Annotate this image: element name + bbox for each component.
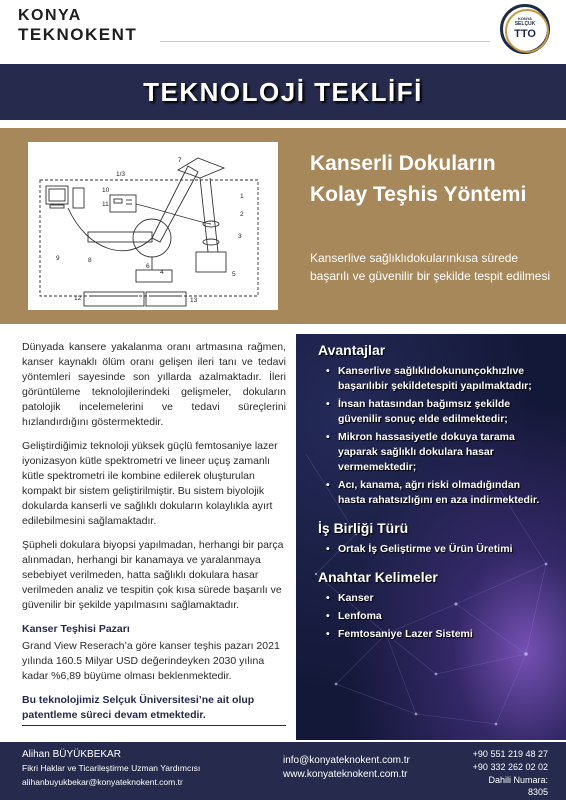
list-item: • İnsan hatasından bağımsız şekilde güvenilir sonuç elde edilmektedir; — [326, 397, 550, 427]
callout-label: 9 — [56, 255, 60, 262]
info-email-link[interactable]: info@konyateknokent.com.tr — [283, 755, 410, 766]
base-plate-right — [146, 292, 186, 306]
logo-teknokent-text: TEKNOKENT — [18, 25, 138, 44]
sheet-label: 1/3 — [116, 171, 126, 178]
keywords-list — [326, 591, 550, 642]
callout-label: 3 — [238, 233, 242, 240]
header-divider — [160, 41, 490, 42]
callout-label: 10 — [102, 187, 110, 194]
callout-label: 12 — [74, 295, 82, 302]
callout-label: 4 — [160, 269, 164, 276]
patent-diagram — [28, 142, 278, 310]
callout-label: 11 — [102, 201, 109, 208]
selcuk-tto-logo — [500, 4, 550, 54]
contact-email-link[interactable]: alihanbuyukbekar@konyateknokent.com.tr — [22, 777, 183, 787]
sample-stage — [196, 252, 226, 272]
list-item: • Acı, kanama, ağrı riski olmadığından hasta rahatsızlığını en aza indirmektedir. — [326, 478, 550, 508]
hero-subtitle: Kanserlive sağlıklıdokularınkısa sürede başarılı ve güvenilir bir şekilde tespit edilmesi — [310, 251, 551, 283]
callout-label: 2 — [240, 211, 244, 218]
list-item: • Ortak İş Geliştirme ve Ürün Üretimi — [326, 542, 550, 557]
callout-label: 8 — [88, 257, 92, 264]
callout-label: 7 — [178, 157, 182, 164]
control-unit-shape — [110, 195, 136, 212]
page-footer — [0, 742, 566, 800]
list-item: • Kanser — [326, 591, 550, 606]
patent-note: Bu teknolojimiz Selçuk Üniversitesi’ne ait olup patentleme süreci devam etmektedir. — [22, 693, 286, 726]
phone-extension: Dahili Numara: 8305 — [488, 775, 548, 797]
cooperation-heading: İş Birliği Türü — [318, 520, 409, 536]
market-heading: Kanser Teşhisi Pazarı — [22, 623, 130, 635]
tto-logo-top-text: KONYA — [517, 16, 533, 21]
flight-tube — [88, 232, 152, 242]
benefit-paragraph: Şüpheli dokulara biyopsi yapılmadan, herhangi bir parça alınmadan, herhangi bir kanamaya ve yaralanmaya sebebiyet verilmeden, hatta sağlıklı dokulara hasar verilmeden analiz ve tespitin çok kısa sürede başarılı ve güvenilir bir şekilde yapılmasını sağlamaktadır. — [22, 539, 284, 611]
cooperation-list — [326, 542, 550, 557]
advantages-list — [326, 364, 550, 508]
patent-figure — [28, 142, 278, 310]
logo-konya-text: KONYA — [18, 7, 82, 24]
hero-title: Kanserli Dokuların Kolay Teşhis Yöntemi — [310, 152, 527, 206]
advantages-heading: Avantajlar — [318, 342, 386, 358]
contact-name: Alihan BÜYÜKBEKAR — [22, 749, 121, 760]
page-header — [0, 0, 566, 60]
base-plate-left — [84, 292, 144, 306]
website-link[interactable]: www.konyateknokent.com.tr — [283, 769, 408, 780]
intro-paragraph: Dünyada kansere yakalanma oranı artmasına rağmen, kanser kaynaklı ölüm oranı gelişen ileri tanı ve tedavi yöntemleri sayesinde son yıllarda azalmaktadır. İleri görüntüleme teknolojilerindeki gelişmeler, dokuların patolojik incelemelerini ve tedavi süreçlerini hızlandırdığını göstermektedir. — [22, 341, 286, 428]
panel-content — [296, 334, 566, 654]
callout-label: 5 — [232, 271, 236, 278]
contact-role: Fikri Haklar ve Ticarileştirme Uzman Yardımcısı — [22, 763, 201, 773]
tto-logo-mid-text: SELÇUK — [514, 21, 536, 27]
list-item: • Lenfoma — [326, 609, 550, 624]
laser-beam-path — [152, 166, 198, 242]
description-column — [22, 340, 286, 726]
phone-mobile: +90 551 219 48 27 — [472, 749, 548, 759]
page-title: TEKNOLOJİ TEKLİFİ — [143, 76, 423, 107]
callout-label: 1 — [240, 193, 244, 200]
callout-label: 13 — [190, 297, 198, 304]
phone-office: +90 332 262 02 02 — [472, 762, 548, 772]
title-banner — [0, 64, 566, 120]
list-item: • Kanserlive sağlıklıdokununçokhızlıve başarılıbir şekildetespiti yapılmaktadır; — [326, 364, 550, 394]
market-paragraph: Grand View Reserach’a göre kanser teşhis pazarı 2021 yılında 160.5 Milyar USD değerindeyken 2030 yılına kadar %6,89 büyüme olması beklenmektedir. — [22, 640, 280, 682]
keywords-heading: Anahtar Kelimeler — [318, 569, 438, 585]
highlights-panel — [296, 334, 566, 740]
technology-paragraph: Geliştirdiğimiz teknoloji yüksek güçlü femtosaniye lazer iyonizasyon kütle spektrometri ve lineer uçuş zamanlı kütle spektrometri ile kombine edilerek oluşturulan kompakt bir sistem geliştirilmiştir. Bu sistem biyolojik dokularda kanserli ve sağlıklı dokuların kolaylıkla ayırt edilebilmesini sağlamaktadır. — [22, 440, 278, 527]
list-item: • Mikron hassasiyetle dokuya tarama yaparak sağlıklı dokulara hasar vermemektedir; — [326, 430, 550, 475]
list-item: • Femtosaniye Lazer Sistemi — [326, 627, 550, 642]
callout-label: 6 — [146, 263, 150, 270]
tto-logo-main-text: TTO — [514, 28, 536, 40]
hero-section — [0, 128, 566, 324]
